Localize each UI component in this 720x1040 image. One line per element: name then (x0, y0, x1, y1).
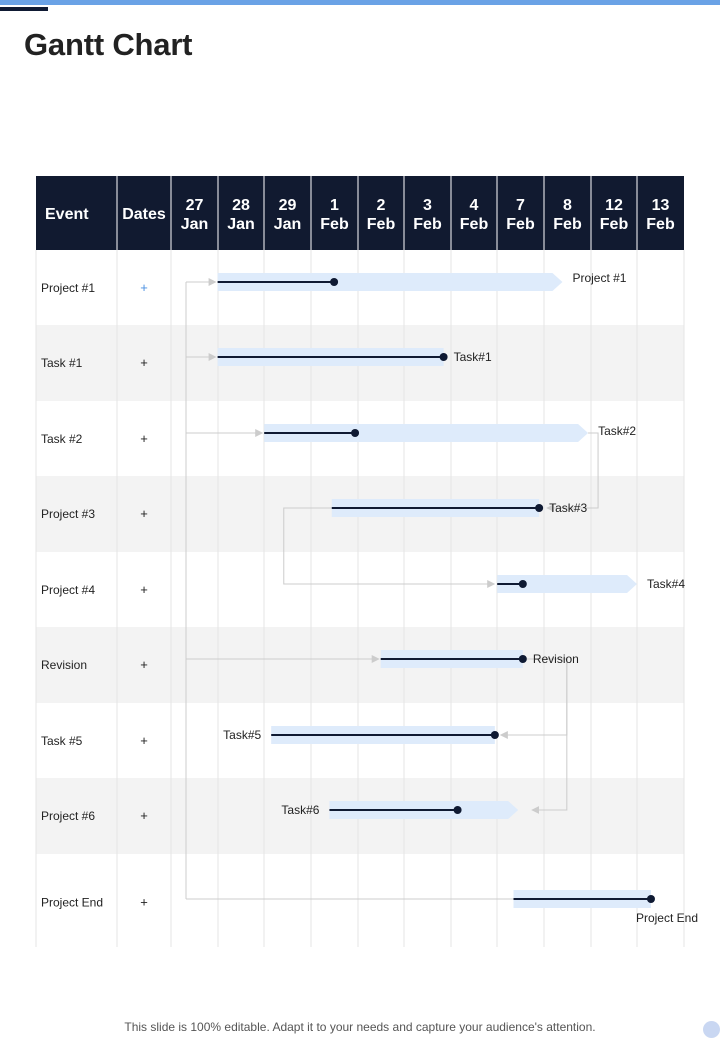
progress-dot (519, 655, 527, 663)
dates-plus: + (140, 280, 148, 295)
header-date-month: Feb (413, 216, 442, 233)
bar-label: Project End (635, 911, 699, 925)
progress-dot (491, 731, 499, 739)
header-date-day: 28 (232, 197, 250, 214)
dates-plus: + (140, 808, 148, 823)
row-background (36, 627, 684, 703)
progress-dot (519, 580, 527, 588)
header-date-month: Feb (599, 216, 629, 233)
progress-dot (440, 353, 448, 361)
dates-plus: + (140, 894, 148, 910)
dates-plus: + (140, 733, 148, 748)
header-date-month: Feb (459, 216, 489, 233)
header-date-month: Feb (646, 216, 675, 233)
header-date-day: 13 (651, 197, 670, 214)
bar-label: Task#2 (598, 424, 637, 438)
dates-plus: + (140, 582, 148, 597)
header-date-month: Jan (180, 216, 209, 233)
dates-plus: + (140, 506, 148, 521)
event-label: Revision (41, 658, 88, 672)
header-date-month: Feb (320, 216, 349, 233)
bar-label: Task#4 (647, 577, 686, 591)
header-date-day: 4 (469, 197, 479, 214)
header-date-day: 1 (330, 197, 339, 214)
footer-note: This slide is 100% editable. Adapt it to your needs and capture your audience's attention. (124, 1020, 596, 1034)
bar-label: Project #1 (572, 271, 627, 285)
bar-label: Task#6 (281, 803, 320, 817)
bar-label: Task#1 (453, 350, 492, 364)
event-label: Task #5 (41, 734, 83, 748)
header-date-month: Feb (506, 216, 535, 233)
dates-plus: + (140, 657, 148, 672)
header-dates: Dates (122, 206, 166, 223)
dates-plus: + (140, 355, 148, 370)
header-date-day: 29 (278, 197, 297, 214)
header-date-month: Jan (227, 216, 255, 233)
bar-label: Task#3 (549, 501, 588, 515)
event-label: Task #2 (41, 432, 83, 446)
header-date-month: Feb (553, 216, 582, 233)
header-date-day: 3 (423, 197, 432, 214)
progress-dot (454, 806, 462, 814)
event-label: Project End (41, 895, 104, 910)
header-date-day: 12 (605, 197, 623, 214)
header-event: Event (45, 206, 89, 223)
progress-dot (330, 278, 338, 286)
header-date-month: Feb (366, 216, 396, 233)
progress-dot (535, 504, 543, 512)
progress-dot (351, 429, 359, 437)
event-label: Project #3 (41, 507, 96, 521)
event-label: Project #1 (41, 281, 96, 295)
header-date-day: 2 (376, 197, 386, 214)
page-title: Gantt Chart (24, 27, 193, 62)
bar-label: Task#5 (223, 728, 262, 742)
header-date-day: 7 (516, 197, 525, 214)
progress-dot (647, 895, 655, 903)
event-label: Project #4 (41, 583, 96, 597)
corner-dot (703, 1021, 720, 1038)
dates-plus: + (140, 431, 148, 446)
header-date-day: 8 (563, 197, 572, 214)
bar-label: Revision (532, 652, 579, 666)
header-date-month: Jan (273, 216, 302, 233)
event-label: Project #6 (41, 809, 96, 823)
event-label: Task #1 (41, 356, 83, 370)
header-date-day: 27 (185, 197, 204, 214)
